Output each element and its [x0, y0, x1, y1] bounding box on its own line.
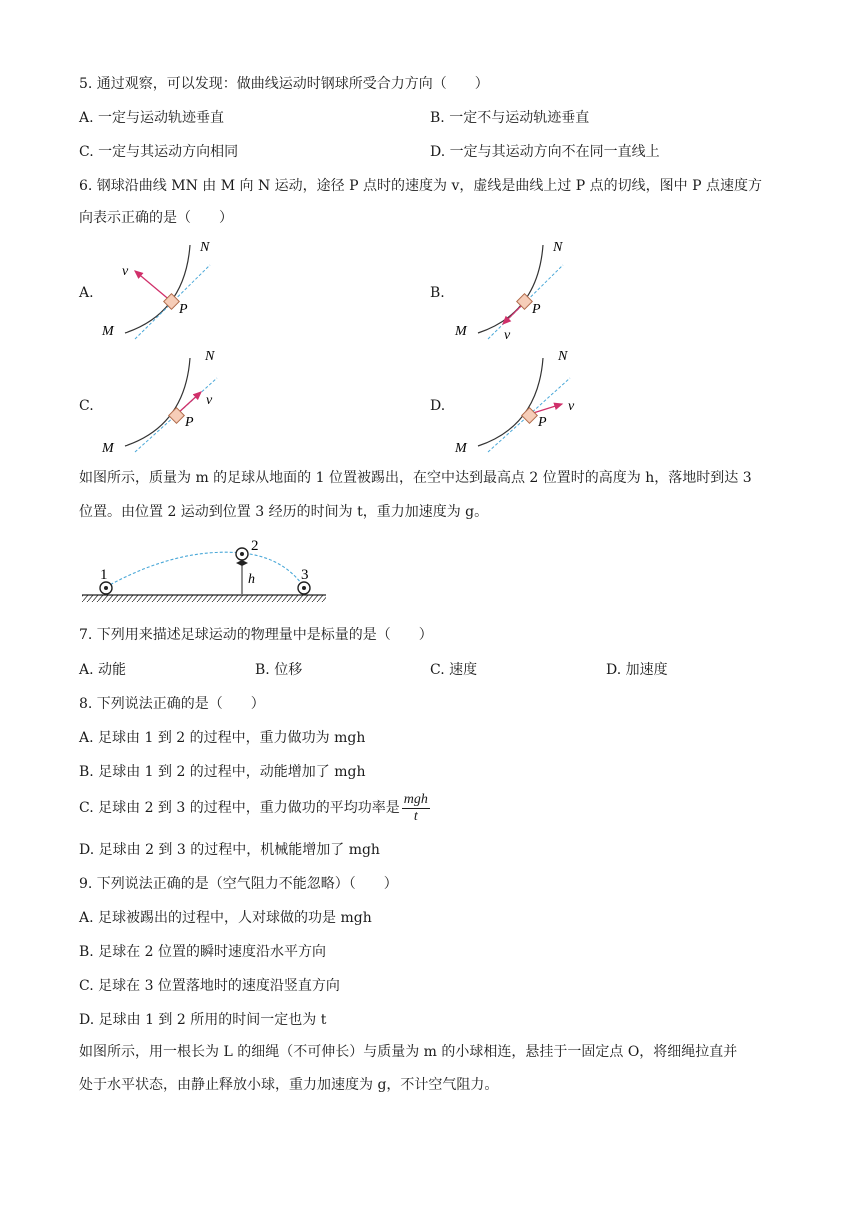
q9-option-c: C. 足球在 3 位置落地时的速度沿竖直方向 — [79, 978, 340, 994]
label-position-1: 1 — [100, 567, 108, 583]
q8-option-a: A. 足球由 1 到 2 的过程中，重力做功为 mgh — [79, 730, 366, 746]
q9-option-d: D. 足球由 1 到 2 所用的时间一定也为 t — [79, 1012, 327, 1028]
label-position-2: 2 — [251, 538, 259, 554]
q8-option-c-text: C. 足球由 2 到 3 的过程中，重力做功的平均功率是 — [79, 800, 400, 816]
label-v: v — [206, 393, 213, 408]
q5-option-a: A. 一定与运动轨迹垂直 — [79, 110, 225, 126]
curve-mn — [125, 358, 190, 446]
q6-stem-line2: 向表示正确的是（ ） — [79, 210, 233, 226]
trajectory-dashed — [106, 552, 304, 587]
curve-mn — [125, 245, 190, 333]
fraction-numerator: mgh — [403, 791, 428, 807]
q5-option-c: C. 一定与其运动方向相同 — [79, 144, 239, 160]
context2-line1: 如图所示，用一根长为 L 的细绳（不可伸长）与质量为 m 的小球相连，悬挂于一固定点 O，将细绳拉直并 — [79, 1044, 738, 1060]
q9-option-b: B. 足球在 2 位置的瞬时速度沿水平方向 — [79, 944, 326, 960]
context1-line2: 位置。由位置 2 运动到位置 3 经历的时间为 t，重力加速度为 g。 — [79, 504, 489, 520]
ground-hatch — [82, 595, 326, 602]
velocity-arrow — [177, 392, 201, 414]
q6-option-d-label: D. — [430, 398, 446, 414]
velocity-arrow — [135, 271, 172, 302]
curve-mn — [478, 358, 543, 446]
label-p: P — [185, 415, 194, 430]
label-p: P — [179, 302, 188, 317]
q7-option-c: C. 速度 — [430, 662, 478, 678]
q6-option-a-label: A. — [79, 285, 94, 301]
label-p: P — [532, 302, 541, 317]
q7-option-a: A. 动能 — [79, 662, 127, 678]
q8-option-c-fraction — [402, 792, 430, 825]
q6-figure-d — [448, 348, 578, 458]
label-v: v — [568, 399, 575, 414]
context2-line2: 处于水平状态，由静止释放小球，重力加速度为 g，不计空气阻力。 — [79, 1077, 499, 1093]
label-m: M — [102, 324, 114, 339]
q7-stem: 7. 下列用来描述足球运动的物理量中是标量的是（ ） — [79, 627, 433, 643]
q8-option-c — [79, 790, 430, 826]
label-v: v — [122, 264, 129, 279]
q6-stem-line1: 6. 钢球沿曲线 MN 由 M 向 N 运动，途径 P 点时的速度为 v，虚线是曲线上过 P 点的切线，图中 P 点速度方 — [79, 178, 762, 194]
label-n: N — [553, 240, 563, 255]
label-n: N — [200, 240, 210, 255]
q6-option-b-label: B. — [430, 285, 445, 301]
label-n: N — [558, 349, 568, 364]
football-icon — [100, 582, 112, 594]
q6-figure-a — [95, 235, 225, 345]
label-p: P — [538, 415, 547, 430]
q6-figure-c — [95, 348, 225, 458]
q7-option-b: B. 位移 — [255, 662, 303, 678]
football-icon — [236, 548, 248, 560]
q9-stem: 9. 下列说法正确的是（空气阻力不能忽略）（ ） — [79, 876, 398, 892]
q6-figure-b — [448, 235, 578, 345]
fraction-denominator: t — [413, 808, 418, 824]
football-icon — [298, 582, 310, 594]
q5-option-b: B. 一定不与运动轨迹垂直 — [430, 110, 590, 126]
q5-stem: 5. 通过观察，可以发现：做曲线运动时钢球所受合力方向（ ） — [79, 76, 489, 92]
label-m: M — [455, 324, 467, 339]
label-height-h: h — [248, 572, 255, 587]
q8-stem: 8. 下列说法正确的是（ ） — [79, 696, 265, 712]
q5-option-d: D. 一定与其运动方向不在同一直线上 — [430, 144, 660, 160]
q9-option-a: A. 足球被踢出的过程中，人对球做的功是 mgh — [79, 910, 372, 926]
curve-mn — [478, 245, 543, 333]
q8-option-b: B. 足球由 1 到 2 的过程中，动能增加了 mgh — [79, 764, 366, 780]
q8-option-d: D. 足球由 2 到 3 的过程中，机械能增加了 mgh — [79, 842, 380, 858]
q7-option-d: D. 加速度 — [606, 662, 668, 678]
label-position-3: 3 — [301, 567, 309, 583]
label-n: N — [205, 349, 215, 364]
context1-line1: 如图所示，质量为 m 的足球从地面的 1 位置被踢出，在空中达到最高点 2 位置时的高度为 h，落地时到达 3 — [79, 470, 752, 486]
label-v: v — [504, 328, 511, 343]
football-figure — [78, 535, 338, 610]
q6-option-c-label: C. — [79, 398, 94, 414]
label-m: M — [455, 441, 467, 456]
label-m: M — [102, 441, 114, 456]
